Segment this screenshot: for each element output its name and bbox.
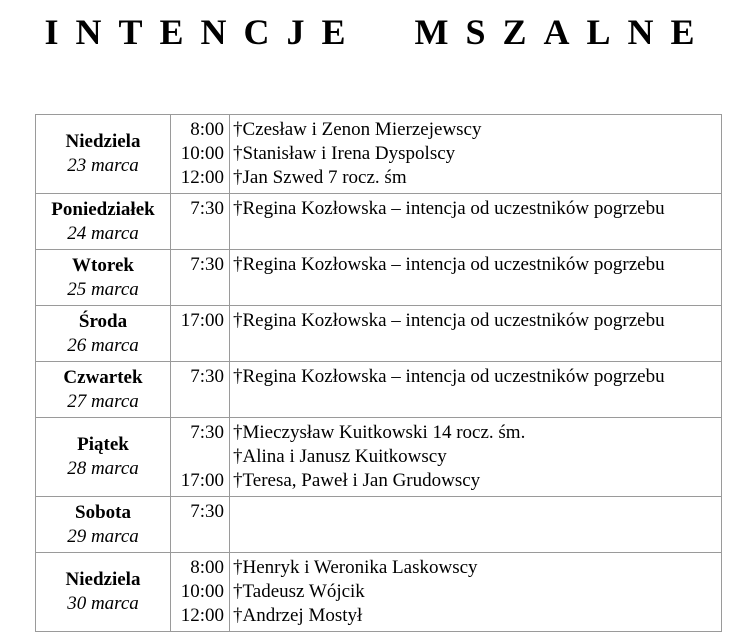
day-cell <box>36 553 171 632</box>
intention-text: †Tadeusz Wójcik <box>233 581 365 602</box>
intention-text: †Regina Kozłowska – intencja od uczestników pogrzebu <box>233 366 665 387</box>
mass-intentions-table <box>35 114 722 632</box>
day-date: 26 marca <box>67 334 139 356</box>
times-cell <box>171 306 230 362</box>
day-cell <box>36 362 171 418</box>
day-date: 30 marca <box>67 593 139 614</box>
intention-text: †Czesław i Zenon Mierzejewscy <box>233 119 482 140</box>
intention-text: †Teresa, Paweł i Jan Grudowscy <box>233 470 481 491</box>
day-name: Piątek <box>77 434 129 455</box>
intention-text: †Andrzej Mostył <box>233 605 363 626</box>
day-name: Poniedziałek <box>51 198 155 220</box>
mass-time: 10:00 <box>180 143 224 164</box>
intention-text: †Jan Szwed 7 rocz. śm <box>233 167 407 188</box>
day-name: Niedziela <box>65 131 141 152</box>
intentions-cell <box>230 115 722 194</box>
day-date: 24 marca <box>67 222 139 244</box>
day-cell <box>36 194 171 250</box>
intentions-cell <box>230 553 722 632</box>
day-date: 28 marca <box>67 458 139 479</box>
mass-time: 7:30 <box>190 198 224 219</box>
intention-text <box>233 500 721 524</box>
day-date: 29 marca <box>67 525 139 547</box>
day-cell <box>36 250 171 306</box>
day-row-friday <box>36 418 722 497</box>
times-cell <box>171 250 230 306</box>
page-title: INTENCJE MSZALNE <box>44 12 712 52</box>
mass-time: 7:30 <box>190 366 224 387</box>
mass-time: 7:30 <box>190 422 224 443</box>
intentions-cell <box>230 250 722 306</box>
mass-time: 12:00 <box>180 167 224 188</box>
day-cell <box>36 306 171 362</box>
intention-text: †Henryk i Weronika Laskowscy <box>233 557 478 578</box>
times-cell <box>171 115 230 194</box>
intentions-cell <box>230 362 722 418</box>
intention-text: †Regina Kozłowska – intencja od uczestników pogrzebu <box>233 254 665 275</box>
day-name: Niedziela <box>65 569 141 590</box>
mass-time: 17:00 <box>180 470 224 491</box>
day-date: 27 marca <box>67 390 139 412</box>
day-cell <box>36 497 171 553</box>
day-name: Czwartek <box>63 366 143 388</box>
times-cell <box>171 553 230 632</box>
intentions-cell <box>230 418 722 497</box>
day-name: Środa <box>78 310 128 332</box>
times-cell <box>171 362 230 418</box>
intention-text: †Alina i Janusz Kuitkowscy <box>233 446 447 467</box>
intention-text: †Regina Kozłowska – intencja od uczestników pogrzebu <box>233 198 665 219</box>
mass-time <box>171 445 224 469</box>
day-cell <box>36 115 171 194</box>
day-date: 25 marca <box>67 278 139 300</box>
mass-time: 10:00 <box>180 581 224 602</box>
mass-time: 7:30 <box>190 501 224 522</box>
day-row-wednesday <box>36 306 722 362</box>
day-row-sunday-30 <box>36 553 722 632</box>
mass-time: 17:00 <box>180 310 224 331</box>
intentions-cell <box>230 194 722 250</box>
mass-time: 8:00 <box>190 557 224 578</box>
intentions-cell <box>230 497 722 553</box>
intentions-cell <box>230 306 722 362</box>
times-cell <box>171 194 230 250</box>
mass-time: 8:00 <box>190 119 224 140</box>
intention-text: †Regina Kozłowska – intencja od uczestników pogrzebu <box>233 310 665 331</box>
day-row-monday <box>36 194 722 250</box>
mass-time: 12:00 <box>180 605 224 626</box>
day-row-sunday-23 <box>36 115 722 194</box>
times-cell <box>171 418 230 497</box>
mass-time: 7:30 <box>190 254 224 275</box>
intention-text: †Stanisław i Irena Dyspolscy <box>233 143 456 164</box>
day-name: Sobota <box>75 501 131 523</box>
day-cell <box>36 418 171 497</box>
day-name: Wtorek <box>72 254 134 276</box>
day-date: 23 marca <box>67 155 139 176</box>
day-row-thursday <box>36 362 722 418</box>
day-row-saturday <box>36 497 722 553</box>
day-row-tuesday <box>36 250 722 306</box>
intention-text: †Mieczysław Kuitkowski 14 rocz. śm. <box>233 422 526 443</box>
times-cell <box>171 497 230 553</box>
